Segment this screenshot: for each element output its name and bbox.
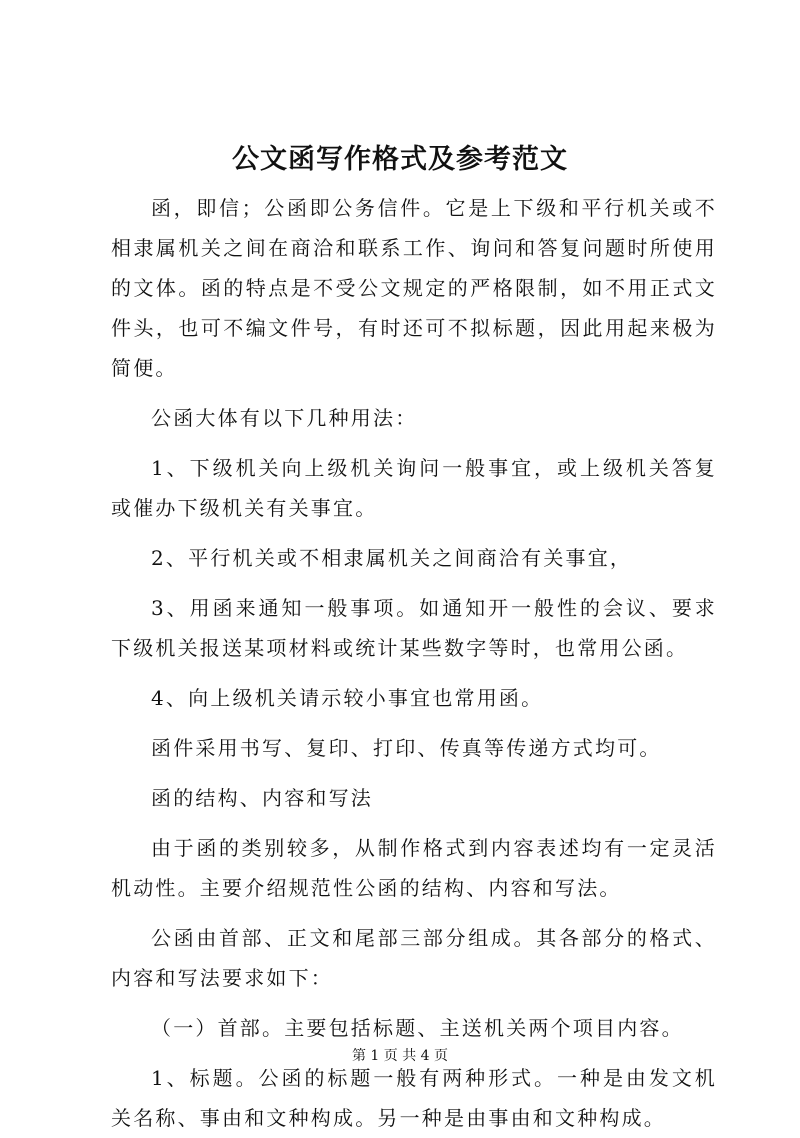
- paragraph: 函的结构、内容和写法: [151, 786, 373, 810]
- document-body: [111, 188, 717, 1138]
- page-footer: 第 1 页 共 4 页: [351, 1048, 449, 1064]
- paragraph: 1、标题。公函的标题一般有两种形式。一种是由发文机关名称、事由和文种构成。另一种是由事由和文种构成。: [111, 1066, 717, 1130]
- paragraph: 2、平行机关或不相隶属机关之间商洽有关事宜，: [151, 546, 633, 570]
- paragraph: （一）首部。主要包括标题、主送机关两个项目内容。: [151, 1016, 684, 1040]
- paragraph: 函，即信；公函即公务信件。它是上下级和平行机关或不相隶属机关之间在商洽和联系工作、询问和答复问题时所使用的文体。函的特点是不受公文规定的严格限制，如不用正式文件头，也可不编文件号，有时还可不拟标题，因此用起来极为简便。: [111, 196, 717, 380]
- paragraph: 由于函的类别较多，从制作格式到内容表述均有一定灵活机动性。主要介绍规范性公函的结构、内容和写法。: [111, 836, 717, 900]
- paragraph: 公函大体有以下几种用法：: [151, 406, 418, 430]
- paragraph: 4、向上级机关请示较小事宜也常用函。: [151, 686, 544, 710]
- paragraph: 函件采用书写、复印、打印、传真等传递方式均可。: [151, 736, 662, 760]
- paragraph: 公函由首部、正文和尾部三部分组成。其各部分的格式、内容和写法要求如下：: [111, 926, 717, 990]
- document-title: 公文函写作格式及参考范文: [232, 144, 568, 175]
- paragraph: 3、用函来通知一般事项。如通知开一般性的会议、要求下级机关报送某项材料或统计某些数字等时，也常用公函。: [111, 596, 717, 660]
- paragraph: 1、下级机关向上级机关询问一般事宜，或上级机关答复或催办下级机关有关事宜。: [111, 456, 717, 520]
